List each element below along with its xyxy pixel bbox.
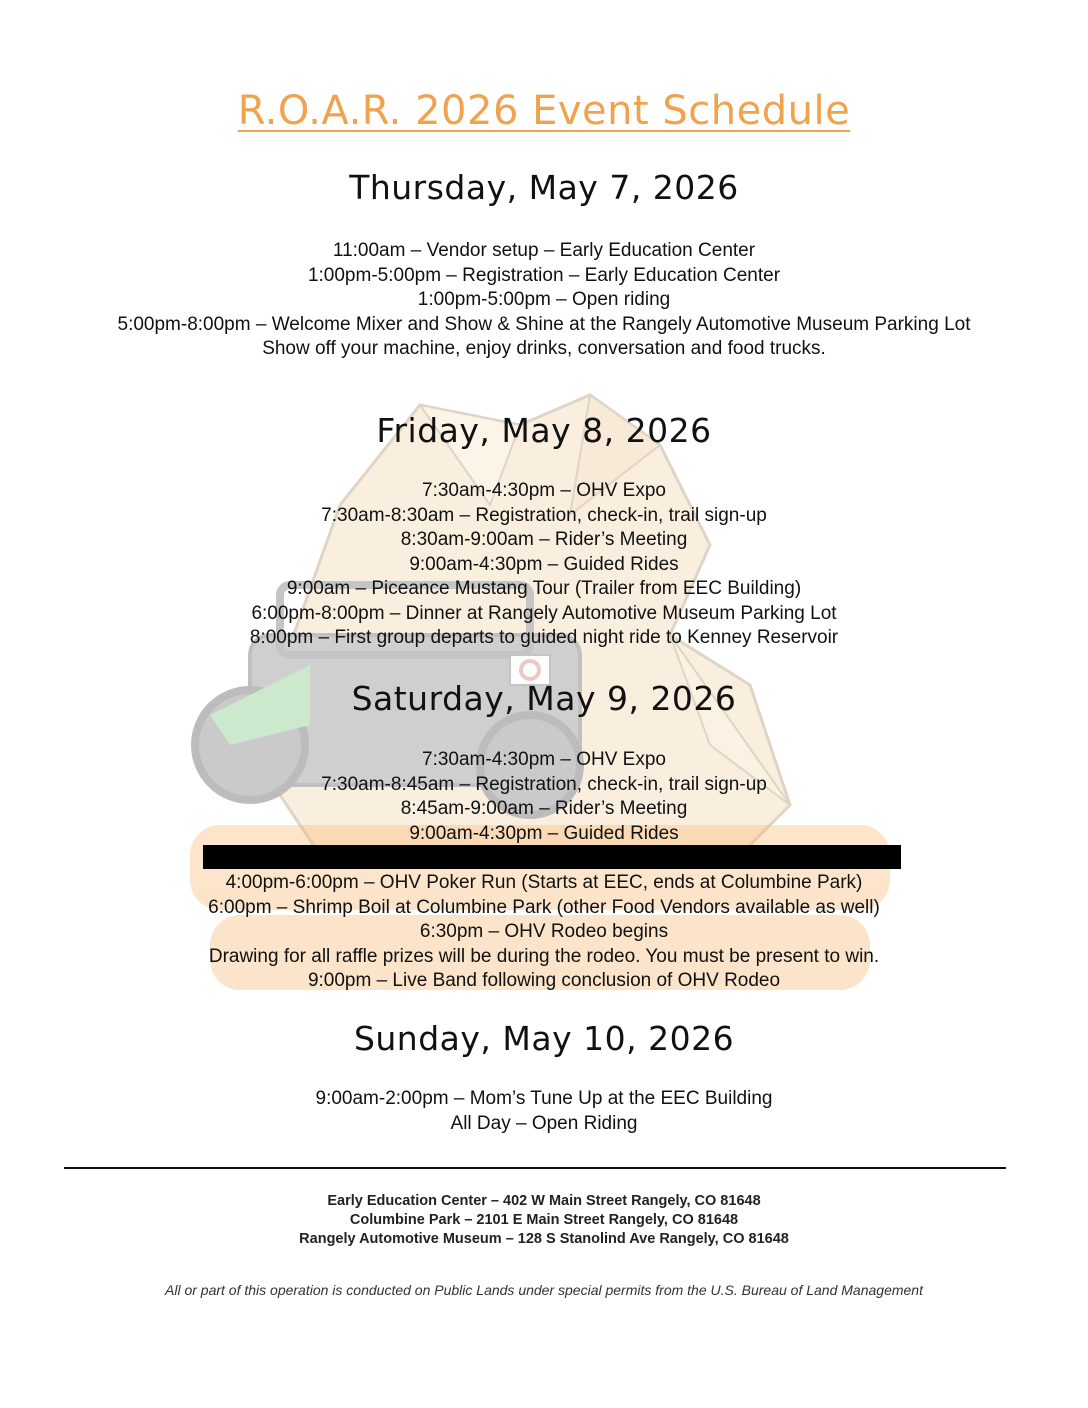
day-heading-saturday: Saturday, May 9, 2026 [351, 679, 737, 718]
event-item: 8:00pm – First group departs to guided night ride to Kenney Reservoir [249, 627, 839, 648]
address-line: Early Education Center – 402 W Main Street Rangely, CO 81648 [327, 1193, 761, 1209]
event-item: 4:00pm-6:00pm – OHV Poker Run (Starts at EEC, ends at Columbine Park) [225, 872, 863, 893]
event-item: Drawing for all raffle prizes will be during the rodeo. You must be present to win. [208, 945, 880, 967]
events-friday [60, 479, 1028, 651]
events-saturday-evening [60, 871, 1028, 994]
redaction-bar [203, 845, 901, 869]
event-item: 6:00pm-8:00pm – Dinner at Rangely Automotive Museum Parking Lot [251, 602, 837, 624]
day-heading-sunday: Sunday, May 10, 2026 [353, 1019, 735, 1058]
address-line: Columbine Park – 2101 E Main Street Rangely, CO 81648 [349, 1212, 739, 1228]
event-item: 9:00am-2:00pm – Mom’s Tune Up at the EEC Building [315, 1088, 773, 1109]
venue-addresses [0, 1192, 1088, 1249]
blm-disclaimer: All or part of this operation is conducted on Public Lands under special permits from the U.S. Bureau of Land Management [165, 1282, 923, 1298]
events-sunday [60, 1087, 1028, 1136]
event-item: 9:00am-4:30pm – Guided Rides [409, 822, 679, 844]
event-item: 7:30am-4:30pm – OHV Expo [422, 749, 666, 770]
event-item: 11:00am – Vendor setup – Early Education Center [332, 240, 756, 261]
page-title: R.O.A.R. 2026 Event Schedule [237, 88, 851, 134]
address-line: Rangely Automotive Museum – 128 S Stanolind Ave Rangely, CO 81648 [299, 1231, 789, 1247]
event-item: 7:30am-8:30am – Registration, check-in, trail sign-up [321, 504, 767, 526]
event-item: 5:00pm-8:00pm – Welcome Mixer and Show & Shine at the Rangely Automotive Museum Parking Lot [117, 313, 971, 335]
event-item: 9:00pm – Live Band following conclusion of OHV Rodeo [307, 970, 781, 991]
footer-divider [64, 1167, 1006, 1169]
events-thursday [60, 239, 1028, 362]
event-item: 8:30am-9:00am – Rider’s Meeting [400, 529, 688, 550]
day-heading-friday: Friday, May 8, 2026 [376, 411, 712, 450]
event-item: 6:00pm – Shrimp Boil at Columbine Park (other Food Vendors available as well) [208, 896, 880, 918]
event-item: 6:30pm – OHV Rodeo begins [419, 921, 669, 942]
events-saturday-morning [60, 748, 1028, 846]
event-item: 1:00pm-5:00pm – Registration – Early Education Center [307, 264, 781, 286]
event-item: 8:45am-9:00am – Rider’s Meeting [400, 798, 688, 819]
event-item: 9:00am – Piceance Mustang Tour (Trailer from EEC Building) [286, 578, 802, 599]
day-heading-thursday: Thursday, May 7, 2026 [349, 168, 739, 207]
event-item: 1:00pm-5:00pm – Open riding [417, 289, 671, 310]
event-item: 7:30am-8:45am – Registration, check-in, trail sign-up [321, 773, 767, 795]
event-item: All Day – Open Riding [450, 1112, 638, 1134]
event-item: 7:30am-4:30pm – OHV Expo [422, 480, 666, 501]
event-item: Show off your machine, enjoy drinks, conversation and food trucks. [262, 338, 826, 359]
event-item: 9:00am-4:30pm – Guided Rides [409, 553, 679, 575]
